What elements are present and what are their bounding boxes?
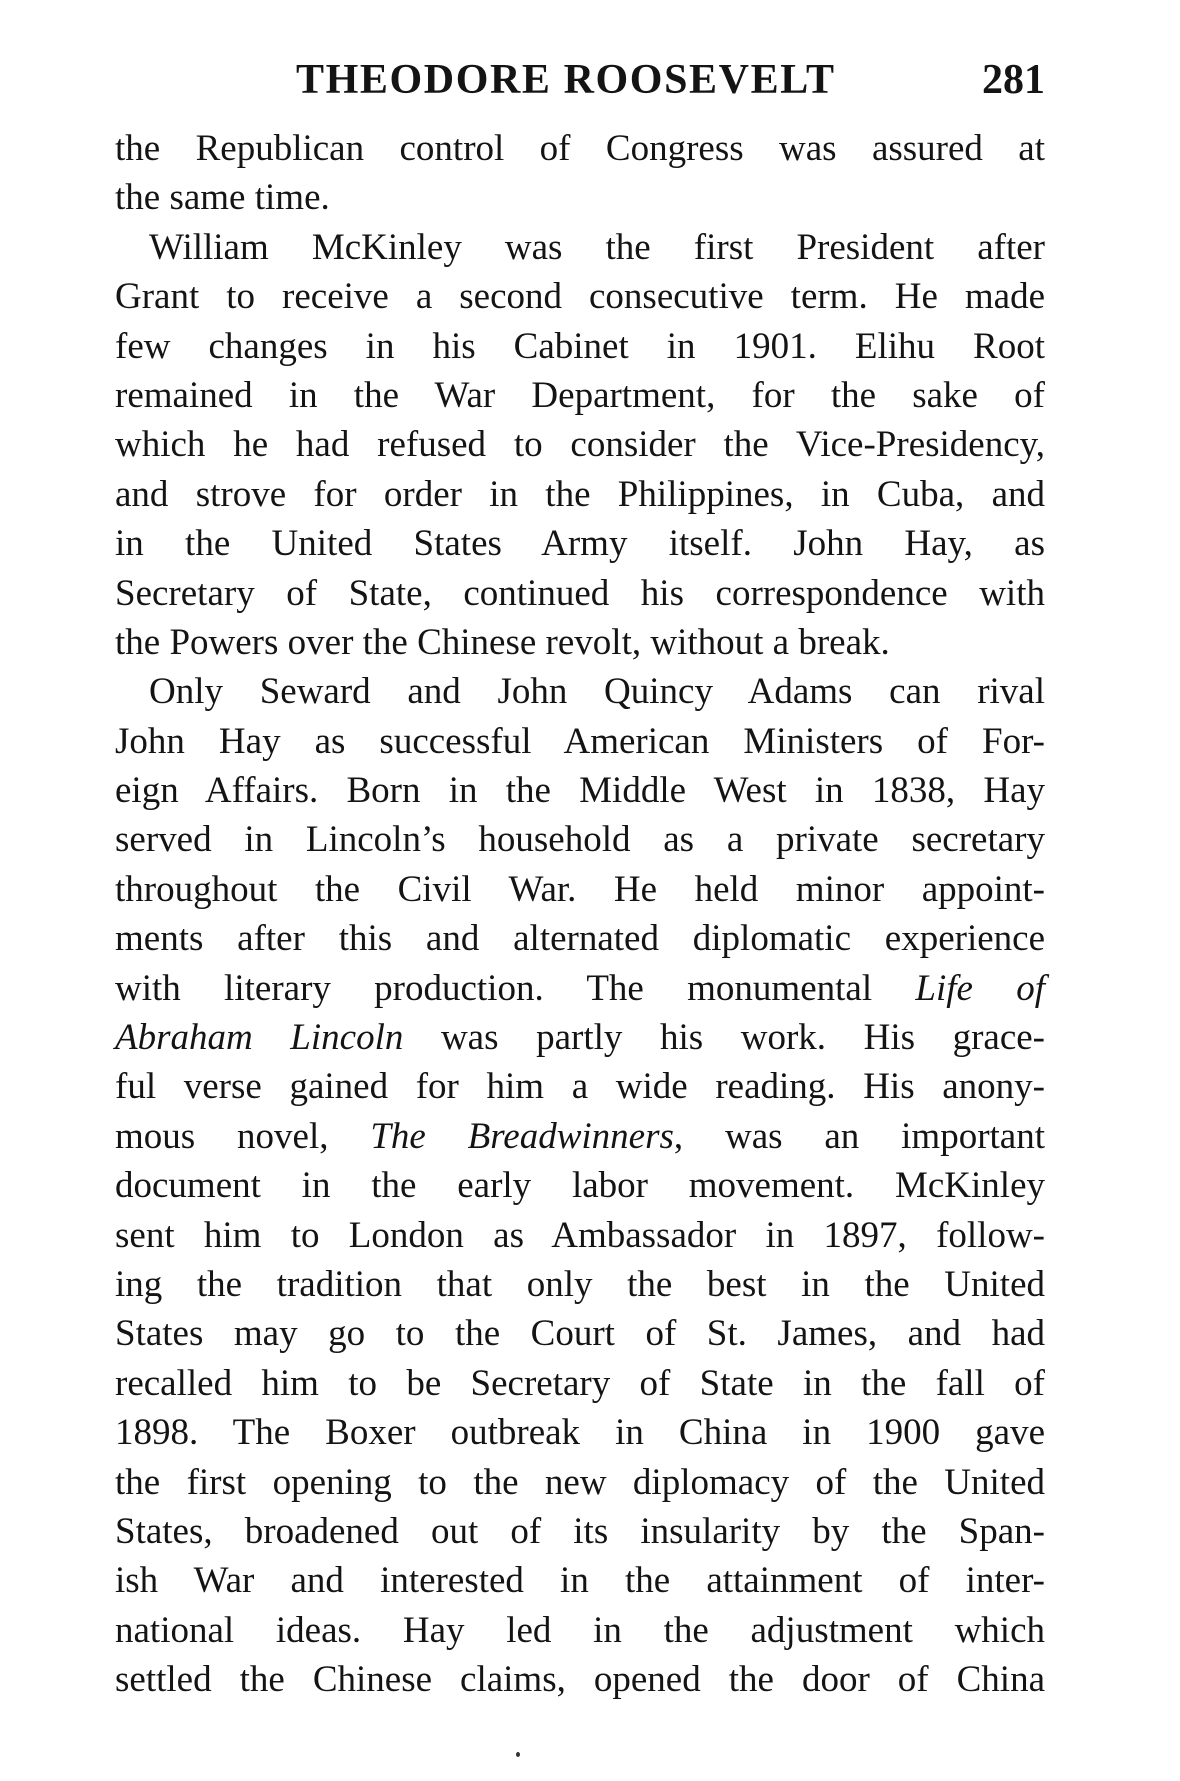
running-head-title: THEODORE ROOSEVELT	[296, 57, 836, 103]
text-line: ful verse gained for him a wide reading. His anony-	[115, 1066, 1045, 1108]
text-line: ish War and interested in the attainment of inter-	[115, 1560, 1045, 1602]
paragraph-first-line: William McKinley was the first President after	[149, 226, 1045, 268]
italic-book-title: Life of	[915, 967, 1045, 1009]
print-speck	[516, 1752, 520, 1757]
text-line: ments after this and alternated diplomatic experience	[115, 918, 1045, 960]
text-line: sent him to London as Ambassador in 1897, follow-	[115, 1214, 1045, 1256]
text-line: the Republican control of Congress was assured at	[115, 128, 1045, 169]
text-line: the Powers over the Chinese revolt, without a break.	[115, 621, 890, 663]
text-line: throughout the Civil War. He held minor appoint-	[115, 868, 1045, 910]
text-line: Secretary of State, continued his correspondence with	[115, 572, 1045, 614]
text-line: the first opening to the new diplomacy of the United	[115, 1461, 1045, 1503]
text-run: with literary production. The monumental	[115, 967, 916, 1009]
text-line: 1898. The Boxer outbreak in China in 1900 gave	[115, 1412, 1045, 1454]
text-line: national ideas. Hay led in the adjustment which	[115, 1609, 1045, 1651]
text-line: served in Lincoln’s household as a private secretary	[115, 819, 1045, 861]
text-line: and strove for order in the Philippines, in Cuba, and	[115, 473, 1045, 515]
text-line: document in the early labor movement. McKinley	[115, 1165, 1045, 1207]
text-line: eign Affairs. Born in the Middle West in 1838, Hay	[115, 770, 1045, 812]
text-line: the same time.	[115, 177, 330, 219]
text-line: ing the tradition that only the best in the United	[115, 1263, 1045, 1305]
text-line: few changes in his Cabinet in 1901. Elihu Root	[115, 325, 1045, 367]
text-run: was partly his work. His grace-	[403, 1017, 1046, 1059]
text-line	[115, 1013, 1045, 1062]
text-line	[115, 1112, 1045, 1161]
italic-book-title: Abraham Lincoln	[115, 1017, 404, 1059]
running-head	[0, 52, 1180, 108]
text-line: States, broadened out of its insularity by the Span-	[115, 1510, 1045, 1552]
text-run: , was an important	[673, 1115, 1046, 1157]
italic-book-title: The Breadwinners	[370, 1115, 674, 1157]
text-line: recalled him to be Secretary of State in the fall of	[115, 1362, 1045, 1404]
text-line: John Hay as successful American Ministers of For-	[115, 720, 1045, 762]
text-line: settled the Chinese claims, opened the door of China	[115, 1659, 1045, 1701]
page-number: 281	[982, 57, 1045, 103]
text-line	[115, 964, 1045, 1013]
text-line: Grant to receive a second consecutive term. He made	[115, 276, 1045, 318]
paragraph-first-line: Only Seward and John Quincy Adams can rival	[149, 671, 1045, 713]
text-run: mous novel,	[115, 1115, 371, 1157]
text-line: in the United States Army itself. John Hay, as	[115, 523, 1045, 565]
text-line: which he had refused to consider the Vice-Presidency,	[115, 424, 1045, 466]
body-text	[115, 124, 1045, 1705]
text-line: States may go to the Court of St. James, and had	[115, 1313, 1045, 1355]
text-line: remained in the War Department, for the sake of	[115, 374, 1045, 416]
